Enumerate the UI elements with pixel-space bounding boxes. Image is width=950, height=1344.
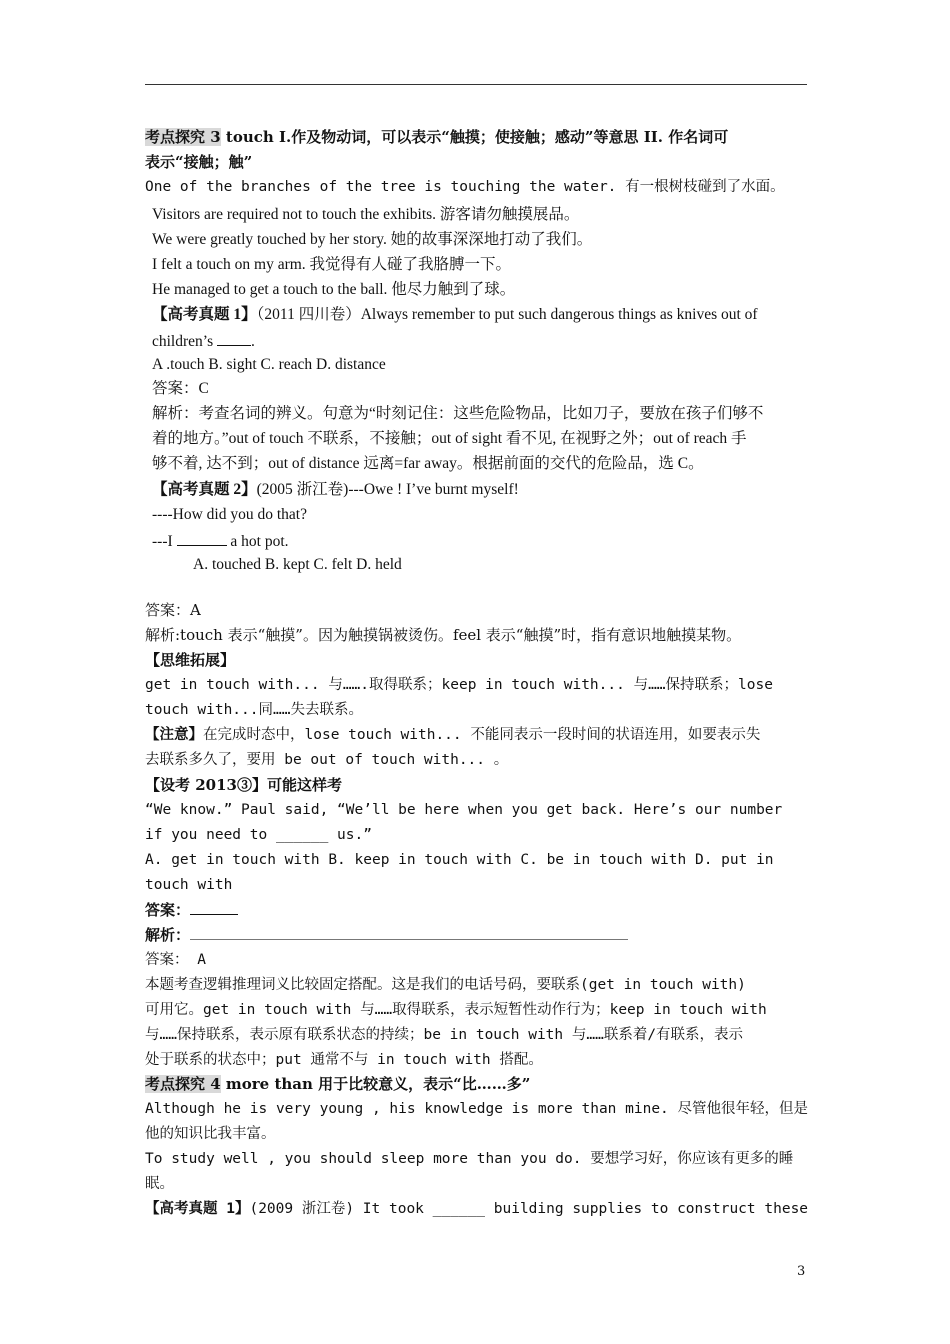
prediction-line: if you need to ______ us.”: [145, 827, 372, 843]
note-label: 【注意】: [145, 727, 203, 743]
exam-question-1: [145, 1198, 808, 1220]
analysis-line: 可用它。get in touch with 与……取得联系，表示短暂性动作行为；keep in touch with: [145, 1002, 767, 1018]
answer-line: 答案：C: [152, 380, 209, 397]
analysis-line: 处于联系的状态中；put 通常不与 in touch with 搭配。: [145, 1052, 543, 1068]
answer-line: 答案： A: [145, 952, 206, 968]
exam-question-text: (2005 浙江卷)---Owe ! I’ve burnt myself!: [256, 481, 519, 498]
example-line: Although he is very young , his knowledge is more than mine. 尽管他很年轻，但是: [145, 1101, 809, 1117]
section4-heading-label: 考点探究 4: [145, 1075, 221, 1093]
explanation-line: 解析：考查名词的辨义。句意为“时刻记住：这些危险物品，比如刀子，要放在孩子们够不: [152, 405, 764, 422]
section4-heading: [145, 1073, 530, 1095]
section3-heading-line2: 表示“接触；触”: [145, 153, 253, 171]
extension-heading: 【思维拓展】: [145, 651, 236, 669]
options-line: A .touch B. sight C. reach D. distance: [152, 356, 386, 373]
explanation-line: 解析:touch 表示“触摸”。因为触摸锅被烫伤。feel 表示“触摸”时，指有意识地触摸某物。: [145, 626, 742, 644]
question-text: children’s: [152, 333, 217, 350]
answer-line: 答案：A: [145, 601, 201, 619]
prediction-line: “We know.” Paul said, “We’ll be here when you get back. Here’s our number: [145, 802, 783, 818]
note-text: 在完成时态中，lose touch with... 不能同表示一段时间的状语连用，如要表示失: [203, 727, 761, 743]
answer-blank: [217, 329, 251, 346]
answer-blank: [177, 529, 227, 546]
prediction-heading: 【设考 2013③】可能这样考: [145, 776, 342, 794]
example-line: Visitors are required not to touch the exhibits. 游客请勿触摸展品。: [152, 206, 580, 223]
prediction-line: touch with: [145, 877, 233, 893]
section3-heading-text: touch I.作及物动词，可以表示“触摸；使接触；感动”等意思 II. 作名词可: [220, 128, 729, 146]
question-text: ---I: [152, 533, 177, 550]
options-line: A. touched B. kept C. felt D. held: [193, 556, 402, 573]
exam-question-text: (2009 浙江卷) It took ______ building supplies to construct these: [249, 1201, 809, 1217]
prediction-line: A. get in touch with B. keep in touch with C. be in touch with D. put in: [145, 852, 774, 868]
exam-question-1-line2: [152, 329, 255, 353]
explanation-line: 着的地方。”out of touch 不联系，不接触；out of sight 看不见, 在视野之外；out of reach 手: [152, 430, 747, 447]
exam-question-2: [152, 479, 519, 501]
extension-line: get in touch with... 与…….取得联系；keep in touch with... 与……保持联系；lose: [145, 677, 773, 693]
analysis-fill-line: [190, 925, 628, 940]
note-line: [145, 724, 760, 746]
example-line: He managed to get a touch to the ball. 他尽力触到了球。: [152, 281, 516, 298]
answer-fill-line: [190, 900, 238, 915]
page-number: 3: [797, 1264, 806, 1279]
explanation-line: 够不着, 达不到；out of distance 远离=far away。根据前面的交代的危险品，选 C。: [152, 455, 704, 472]
exam-question-label: 【高考真题 1】: [152, 306, 257, 323]
dialogue-line: [152, 529, 289, 553]
section3-heading-label: 考点探究 3: [145, 128, 221, 146]
exam-question-label: 【高考真题 1】: [145, 1201, 250, 1217]
example-line: I felt a touch on my arm. 我觉得有人碰了我胳膊一下。: [152, 256, 512, 273]
example-line: To study well , you should sleep more than you do. 要想学习好，你应该有更多的睡: [145, 1151, 794, 1167]
example-line: 眠。: [145, 1176, 174, 1192]
exam-question-label: 【高考真题 2】: [152, 481, 257, 498]
answer-label: 答案：: [145, 901, 191, 919]
answer-field: [145, 899, 238, 921]
example-line: 他的知识比我丰富。: [145, 1126, 276, 1142]
dialogue-line: ----How did you do that?: [152, 506, 307, 523]
analysis-field: [145, 924, 628, 946]
question-text: .: [251, 333, 255, 350]
analysis-label: 解析：: [145, 926, 191, 944]
extension-line: touch with...同……失去联系。: [145, 702, 363, 718]
example-line: We were greatly touched by her story. 她的故事深深地打动了我们。: [152, 231, 593, 248]
analysis-line: 本题考查逻辑推理词义比较固定搭配。这是我们的电话号码，要联系(get in touch with): [145, 977, 746, 993]
section3-heading: [145, 126, 728, 148]
exam-question-text: （2011 四川卷）Always remember to put such dangerous things as knives out of: [256, 306, 758, 323]
note-line: 去联系多久了，要用 be out of touch with... 。: [145, 752, 509, 768]
example-line: One of the branches of the tree is touching the water. 有一根树枝碰到了水面。: [145, 179, 785, 195]
header-rule: [145, 84, 807, 85]
exam-question-1: [152, 304, 758, 326]
analysis-line: 与……保持联系，表示原有联系状态的持续；be in touch with 与……联系着/有联系，表示: [145, 1027, 744, 1043]
question-text: a hot pot.: [226, 533, 289, 550]
section4-heading-text: more than 用于比较意义，表示“比……多”: [220, 1075, 531, 1093]
